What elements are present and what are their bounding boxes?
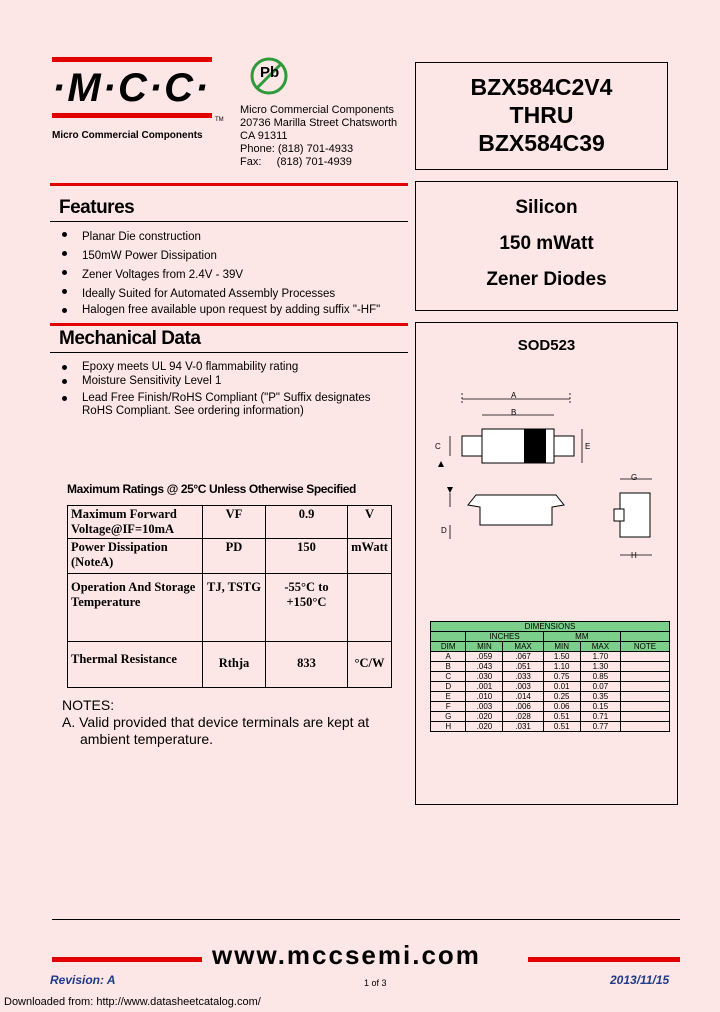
ratings-unit (348, 574, 392, 642)
table-row (68, 642, 392, 688)
notes-line1: A. Valid provided that device terminals are kept at (62, 714, 370, 730)
ratings-symbol: PD (203, 539, 266, 574)
part-line1: BZX584C2V4 (470, 74, 613, 100)
dim-label-c: C (435, 442, 441, 451)
notes-line2: ambient temperature. (80, 731, 214, 747)
list-item: 150mW Power Dissipation (60, 247, 380, 266)
bullet-icon (62, 232, 67, 237)
dim-mm-header: MM (543, 632, 620, 642)
dim-inches-header: INCHES (466, 632, 543, 642)
table-row: C .030 .033 0.75 0.85 (431, 672, 670, 682)
list-item: Ideally Suited for Automated Assembly Processes (60, 285, 380, 304)
notes-block (62, 697, 369, 748)
dim-title: DIMENSIONS (431, 622, 670, 632)
ratings-unit: °C/W (348, 642, 392, 688)
ratings-param: Thermal Resistance (68, 642, 203, 688)
part-line2: THRU (509, 102, 574, 128)
desc-line2: 150 mWatt (499, 233, 594, 254)
ratings-symbol: Rthja (203, 642, 266, 688)
features-rule (50, 221, 408, 222)
ratings-value: 150 (266, 539, 348, 574)
table-row: H .020 .031 0.51 0.77 (431, 722, 670, 732)
list-item: Lead Free Finish/RoHS Compliant ("P" Suffix designates RoHS Compliant. See ordering information) (60, 392, 400, 418)
header-divider (50, 183, 408, 186)
table-row: D .001 .003 0.01 0.07 (431, 682, 670, 692)
table-row (431, 632, 670, 642)
logo: ·M·C·C· (52, 66, 211, 110)
table-row: G .020 .028 0.51 0.71 (431, 712, 670, 722)
revision-label: Revision: A (50, 973, 116, 987)
table-row (431, 642, 670, 652)
ratings-title: Maximum Ratings @ 25°C Unless Otherwise Specified (67, 482, 356, 496)
address-block (240, 104, 397, 169)
table-row (68, 539, 392, 574)
list-item: Zener Voltages from 2.4V - 39V (60, 266, 380, 285)
ratings-param: Operation And Storage Temperature (68, 574, 203, 642)
company-small-name: Micro Commercial Components (52, 130, 203, 141)
address-line: Micro Commercial Components (240, 104, 395, 116)
list-item: Moisture Sensitivity Level 1 (60, 375, 400, 388)
dim-header: MIN (543, 642, 580, 652)
ratings-value: 0.9 (266, 506, 348, 539)
bullet-icon (62, 379, 67, 384)
features-list (60, 228, 380, 317)
table-row (68, 506, 392, 539)
dim-label-b: B (511, 408, 517, 417)
footer-rule (52, 919, 680, 920)
bullet-icon (62, 289, 67, 294)
address-line: 20736 Marilla Street Chatsworth (240, 117, 398, 129)
package-title: SOD523 (517, 337, 576, 354)
address-line: Fax: (818) 701-4939 (240, 156, 352, 168)
dim-header: NOTE (621, 642, 670, 652)
table-row (431, 622, 670, 632)
dim-header: MAX (503, 642, 543, 652)
footer-bar-right (528, 957, 680, 962)
footer-bar-left (52, 957, 202, 962)
ratings-unit: mWatt (348, 539, 392, 574)
ratings-unit: V (348, 506, 392, 539)
table-row: E .010 .014 0.25 0.35 (431, 692, 670, 702)
dim-label-h: H (631, 551, 637, 560)
desc-line3: Zener Diodes (486, 269, 607, 290)
ratings-symbol: TJ, TSTG (203, 574, 266, 642)
mechanical-rule (50, 352, 408, 353)
dimensions-table (430, 621, 670, 732)
ratings-table (67, 505, 392, 688)
mechanical-rule-top (50, 323, 408, 326)
table-row: F .003 .006 0.06 0.15 (431, 702, 670, 712)
website-url: www.mccsemi.com (212, 940, 481, 970)
table-row: A .059 .067 1.50 1.70 (431, 652, 670, 662)
package-top-view-diagram (426, 383, 616, 483)
downloaded-from: Downloaded from: http://www.datasheetcatalog.com/ (4, 996, 261, 1008)
dim-label-g: G (631, 473, 638, 482)
address-line: Phone: (818) 701-4933 (240, 143, 354, 155)
bullet-icon (62, 270, 67, 275)
address-line: CA 91311 (240, 130, 288, 142)
package-side-view-diagram (436, 485, 596, 545)
pb-badge-text: Pb (260, 64, 280, 81)
dim-header: MIN (466, 642, 503, 652)
bullet-icon (62, 251, 67, 256)
list-item: Halogen free available upon request by adding suffix "-HF" (60, 304, 380, 317)
package-end-view-diagram (602, 467, 672, 577)
package-box (415, 322, 678, 805)
table-row (68, 574, 392, 642)
ratings-value: -55°C to +150°C (266, 574, 348, 642)
dim-header: DIM (431, 642, 466, 652)
dim-header: MAX (580, 642, 620, 652)
bullet-icon (62, 396, 67, 401)
features-title: Features (59, 197, 135, 218)
ratings-param: Maximum Forward Voltage@IF=10mA (68, 506, 203, 539)
dim-label-e: E (585, 442, 591, 451)
list-item: Epoxy meets UL 94 V-0 flammability rating (60, 361, 400, 374)
ratings-value: 833 (266, 642, 348, 688)
logo-tm: TM (215, 117, 224, 123)
part-number-box (415, 62, 668, 170)
list-item: Planar Die construction (60, 228, 380, 247)
page-number: 1 of 3 (364, 978, 387, 988)
bullet-icon (62, 365, 67, 370)
bullet-icon (62, 308, 67, 313)
logo-top-bar (52, 57, 212, 62)
mechanical-list (60, 361, 400, 418)
desc-line1: Silicon (515, 197, 578, 218)
dim-label-a: A (511, 391, 517, 400)
date-label: 2013/11/15 (610, 973, 670, 987)
part-line3: BZX584C39 (478, 130, 605, 156)
table-row: B .043 .051 1.10 1.30 (431, 662, 670, 672)
description-box (415, 181, 678, 311)
dim-label-d: D (441, 526, 447, 535)
pb-free-icon (249, 56, 289, 100)
ratings-param: Power Dissipation (NoteA) (68, 539, 203, 574)
mechanical-title: Mechanical Data (59, 328, 201, 349)
ratings-symbol: VF (203, 506, 266, 539)
notes-title: NOTES: (62, 697, 115, 713)
logo-bottom-bar (52, 113, 212, 118)
